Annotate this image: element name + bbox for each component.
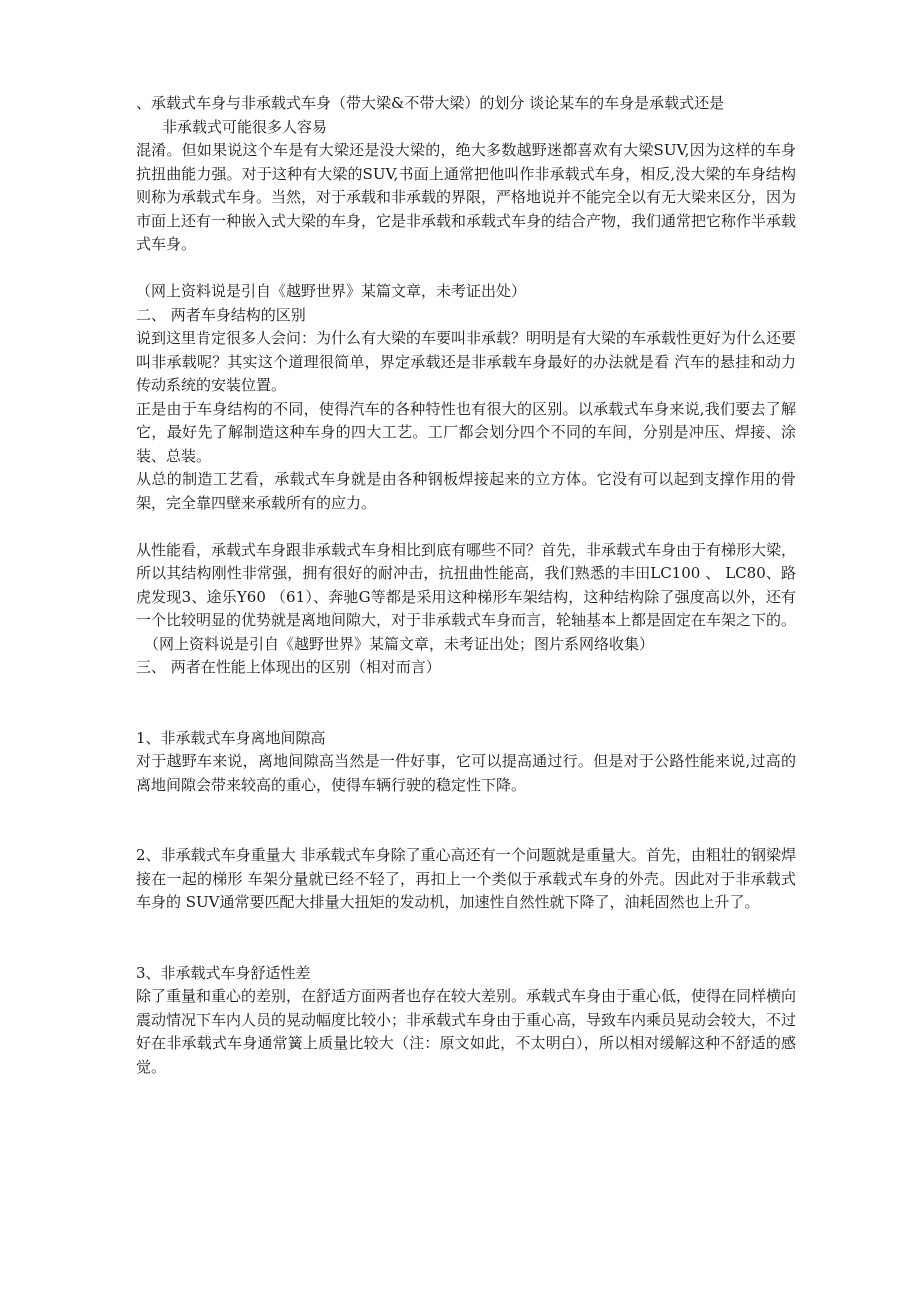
section2-note: （网上资料说是引自《越野世界》某篇文章，未考证出处；图片系网络收集） [144, 634, 655, 653]
section1-body: 混淆。但如果说这个车是有大梁还是没大梁的，绝大多数越野迷都喜欢有大梁SUV,因为这样的车身抗扭曲能力强。对于这种有大梁的SUV,书面上通常把他叫作非承载式车身，相反,没大梁的车身结构则称为承载式车身。当然，对于承载和非承载的界限，严格地说并不能完全以有无大梁来区分，因为市面上还有一种嵌入式大梁的车身，它是非承载和承载式车身的结合产物，我们通常把它称作半承载式车身。 [136, 141, 797, 253]
section2-heading: 二、 两者车身结构的区别 [136, 305, 306, 324]
item2-body: 2、非承载式车身重量大 非承载式车身除了重心高还有一个问题就是重量大。首先，由粗壮的钢梁焊接在一起的梯形 车架分量就已经不轻了，再扣上一个类似于承载式车身的外壳。因此对于非承载式车身的 SUV通常要匹配大排量大扭矩的发动机，加速性自然性就下降了，油耗固然也上升了。 [136, 846, 796, 911]
item3-title: 3、非承载式车身舒适性差 [136, 963, 311, 982]
document-page [136, 92, 796, 1079]
item1-title: 1、非承载式车身离地间隙高 [136, 728, 326, 747]
section2-paragraph-2: 正是由于车身结构的不同，使得汽车的各种特性也有很大的区别。以承载式车身来说,我们要去了解它，最好先了解制造这种车身的四大工艺。工厂都会划分四个不同的车间，分别是冲压、焊接、涂装、总装。 [136, 399, 796, 465]
section2-paragraph-3: 从总的制造工艺看，承载式车身就是由各种钢板焊接起来的立方体。它没有可以起到支撑作用的骨架，完全靠四壁来承载所有的应力。 [136, 470, 796, 512]
section1-note: （网上资料说是引自《越野世界》某篇文章，未考证出处） [136, 282, 527, 300]
section2-paragraph-1: 说到这里肯定很多人会问：为什么有大梁的车要叫非承载？明明是有大梁的车承载性更好为什么还要叫非承载呢？其实这个道理很简单，界定承载还是非承载车身最好的办法就是看 汽车的悬挂和动力传动系统的安装位置。 [136, 329, 797, 394]
section1-title-line2: 非承载式可能很多人容易 [162, 117, 328, 136]
section1-title-line1: 、承载式车身与非承载式车身（带大梁&不带大梁）的划分 谈论某车的车身是承载式还是 [136, 94, 725, 112]
item3-body: 除了重量和重心的差别，在舒适方面两者也存在较大差别。承载式车身由于重心低，使得在同样横向震动情况下车内人员的晃动幅度比较小；非承载式车身由于重心高，导致车内乘员晃动会较大，不过好在非承载式车身通常簧上质量比较大（注：原文如此，不太明白），所以相对缓解这种不舒适的感觉。 [136, 987, 797, 1076]
section3-heading: 三、 两者在性能上体现出的区别（相对而言） [136, 658, 441, 676]
item1-body: 对于越野车来说，离地间隙高当然是一件好事，它可以提高通过行。但是对于公路性能来说,过高的离地间隙会带来较高的重心，使得车辆行驶的稳定性下降。 [136, 752, 796, 794]
section2-paragraph-4: 从性能看，承载式车身跟非承载式车身相比到底有哪些不同？首先，非承载式车身由于有梯形大梁，所以其结构刚性非常强，拥有很好的耐冲击，抗扭曲性能高，我们熟悉的丰田LC100 、 LC80、路虎发现3、途乐Y60 （61）、奔驰G等都是采用这种梯形车架结构，这种结构除了强度高以外，还有一个比较明显的优势就是离地间隙大，对于非承载式车身而言，轮轴基本上都是固定在车架之下的。 [136, 540, 797, 629]
